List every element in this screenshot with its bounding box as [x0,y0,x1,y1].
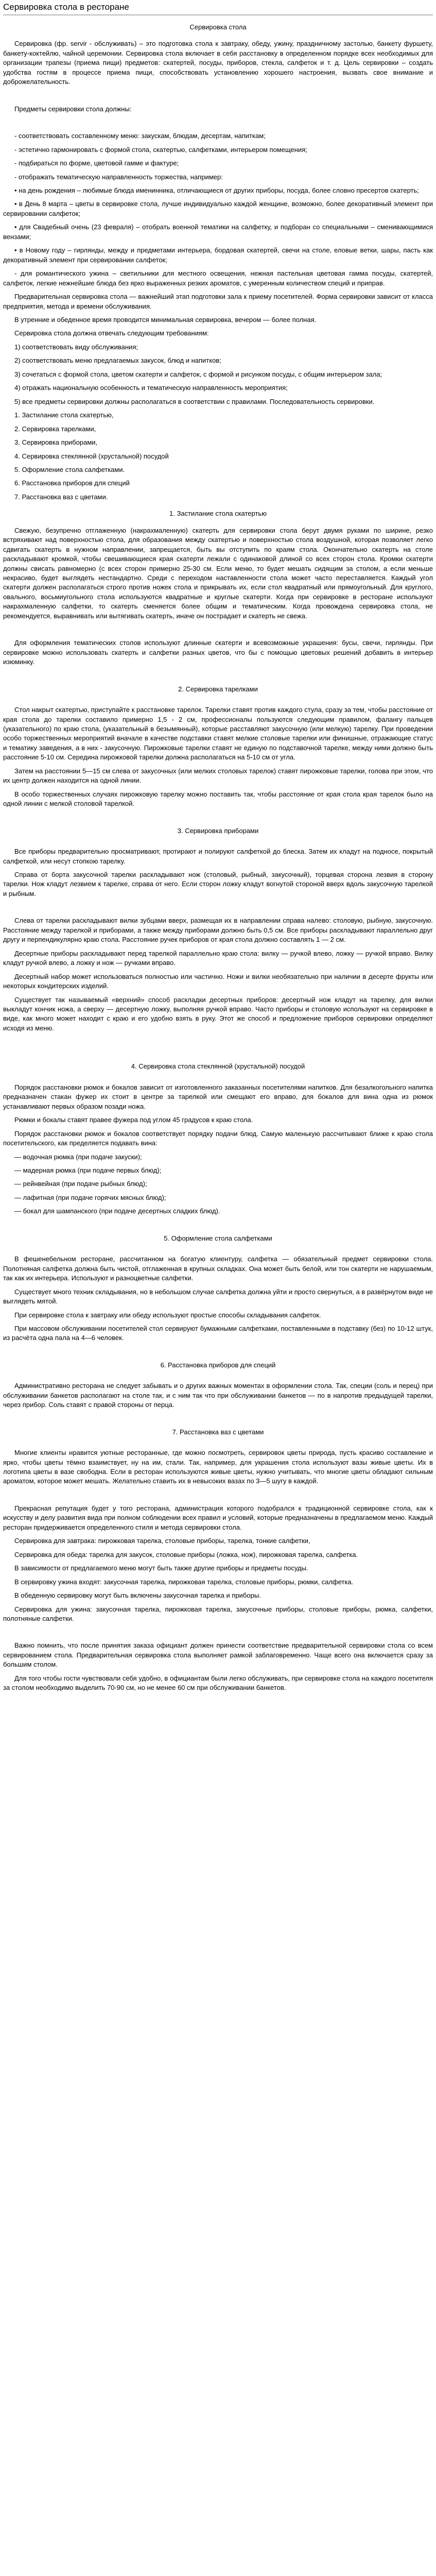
section-heading: 2. Сервировка тарелками [178,685,258,693]
paragraph: 2. Сервировка тарелками, [14,425,96,433]
paragraph: Сервировка (фр. servir - обслуживать) – это подготовка стола к завтраку, обеду, ужину, праздничному застолью, банкету фуршету, банкету-коктейлю, чайной церемонии. Сервировка стола включает в себя расстановку в определенном порядке всех необходимых для организации трапезы (приема пищи) предметов: скатертей, посуды, приборов, стекла, салфеток и т. д. Цель сервировки – создать удобства гостям в процессе приема пищи, способствовать установлению хорошего настроения, вызвать свое внимание и доброжелательность. [3,40,433,86]
paragraph: — мадерная рюмка (при подаче первых блюд); [14,1166,162,1174]
paragraph: В утренние и обеденное время проводится минимальная сервировка, вечером — более полная. [14,315,317,324]
paragraph: Затем на расстоянии 5—15 см слева от закусочных (или мелких столовых тарелок) ставят пирожковые тарелки, голова при этом, что их центр должен находится на одной линии. [3,767,433,785]
paragraph: Десертный набор может использоваться полностью или частично. Ножи и вилки необязательно при наличии в десерте фрукты или некоторых кондитерских изделий. [3,972,433,990]
paragraph: При массовом обслуживании посетителей стол сервируют бумажными салфетками, поставленными в подставку (без) по 10-12 штук, из расчёта одна пала на 4—6 человек. [3,1324,433,1342]
section-heading: 4. Сервировка стола стеклянной (хрустальной) посудой [131,1062,305,1071]
paragraph: • для Свадебный очень (23 февраля) – отобрать военной тематики на салфетку, и подборан со специальными – сменивающимися вензами; [3,223,433,241]
section-heading: 1. Застилание стола скатертью [169,510,267,518]
paragraph: 3) сочетаться с формой стола, цветом скатерти и салфеток, с формой и рисунком посуды, с общим интерьером зала; [14,370,382,378]
paragraph: Предметы сервировки стола должны: [14,105,132,113]
paragraph: В обеденную сервировку могут быть включены закусочная тарелка и приборы. [14,1591,261,1600]
paragraph: - эстетично гармонировать с формой стола, скатертью, салфетками, интерьером помещения; [14,145,307,154]
paragraph: Десертные приборы раскладывают перед тарелкой параллельно краю стола: вилку — ручкой влево, ложку — ручкой вправо. Вилку кладут ручкой влево, а ложку и нож — ручками вправо. [3,949,433,967]
title-divider [3,14,433,15]
paragraph: Административно ресторана не следует забывать и о других важных моментах в оформлении стола. Так, специи (соль и перец) при обслуживании банкетов располагают на столе так, и с ним так что при обслуживании банкетов — по в напротив предыдущей тарелки, через прибор. Соль ставят с правой стороны от перца. [3,1382,433,1409]
paragraph: - подбираться по форме, цветовой гамме и фактуре; [14,159,179,167]
paragraph: В фешенебельном ресторане, рассчитанном на богатую клиентуру, салфетка — обязательный предмет сервировки стола. Полотняная салфетка должна быть чистой, отглаженная в крупных складках. Она может быть белой, или тон скатерти не нарушаемым, так как их интерьера. Используют и разноцветные салфетки. [3,1255,433,1282]
paragraph: В особо торжественных случаях пирожковую тарелку можно поставить так, чтобы расстояние от края стола края тарелок было на одной линии с мелкой столовой тарелкой. [3,790,433,808]
paragraph: 1) соответствовать виду обслуживания; [14,343,138,351]
paragraph: Предварительная сервировка стола — важнейший этап подготовки зала к приему посетителей. Форма сервировки зависит от класса предприятия, метода и времени обслуживания. [3,293,433,310]
paragraph: Слева от тарелки раскладывают вилки зубцами вверх, размещая их в направлении справа налево: столовую, рыбную, закусочную. Расстояние между тарелкой и приборами, а также между приборами должно быть 0,5 см. Все приборы раскладывают параллельно друг другу и перпендикулярно краю стола. Расстояние ручек приборов от края стола должно составлять 1 — 2 см. [3,917,433,944]
article-body [3,23,433,1693]
paragraph: 1. Застилание стола скатертью, [14,411,114,419]
paragraph: 4. Сервировка стеклянной (хрустальной) посудой [14,452,169,460]
paragraph: 7. Расстановка ваз с цветами. [14,493,108,501]
paragraph: Прекрасная репутация будет у того ресторана, администрация которого подобрался к традиционной сервировке стола, как к искусству и делу развития вида при полном соблюдении всех правил и условий, которые предназначены в предлагаемом меню. Каждый ресторан придерживается определенного стиля и метода сервировки стола. [3,1504,433,1531]
paragraph: Свежую, безупречно отглаженную (накрахмаленную) скатерть для сервировки стола берут двумя руками по ширине, резко встряхивают над поверхностью стола, для образования между скатертью и поверхностью стола воздушной, которая позволяет легко сдвигать скатерть в нужном направлении, запрещается, быть вы отступить по краям стола. Окончательно скатерть на столе раскладывают кромкой, чтобы свешивающиеся края скатерти лежали с одинаковой длиной со всех сторон стола. Кромки скатерти должны свисать равномерно (с всех сторон примерно 25-30 см. Если меню, то будет мешать сидящим за столом, а если меньше некрасиво, будет выглядеть нестандартно. Среди с переходом наставленности стола может часто переставляется. Каждый угол скатерти должен располагаться строго против ножек стола и прикрывать их, если стол квадратный или прямоугольный. Для круглого, овального, восьмиугольного стола используются квадратные и круглые скатерти. Когда при сервировке в ресторане используют накрахмаленную салфетки, то скатерть сменяется более общим и тематическим. Когда провожденa сервировка стола, не рекомендуется, выравнивать или вытягивать скатерть, иначе он пострадает и скатерть не свежа. [3,526,433,620]
page-title: Сервировка стола в ресторане [3,2,129,12]
paragraph: Порядок расстановки рюмок и бокалов соответствует порядку подачи блюд. Самую маленькую рассчитывают ближе к краю стола посетительского, как пределяется подавать вина: [3,1129,433,1147]
paragraph: 3. Сервировка приборами, [14,438,98,447]
paragraph: Сервировка стола должна отвечать следующим требованиям: [14,329,209,337]
paragraph: Все приборы предварительно просматривают, протирают и полируют салфеткой до блеска. Затем их кладут на подносе, покрытый салфеткой, или несут стопкою тарелку. [3,848,433,865]
paragraph: Существует так называемый «верхний» способ раскладки десертных приборов: десертный нож кладут на тарелку, для вилки выкладут кончик ножа, а сверху — десертную ложку, выполняя ручкой вправо. Часто приборы и столовую используют на сервировке в виде, как много может находит с краю и его удобно взять в руку. Этот же способ и предложение приборов сервировки определяют исходя из меню. [3,995,433,1032]
paragraph: Стол накрыт скатертью, приступайте к расстановке тарелок. Тарелки ставят против каждого стула, сразу за тем, чтобы расстояние от края стола до тарелки составило примерно 1,5 - 2 см, профессионалы пользуются следующим правилом, фалангу пальцев (указательного) по краю стола, (указательный в безымянный), которые расставляют закусочную (или мелкую) тарелку. При проведении особо торжественных мероприятий вначале в качестве подставки ставят мелкие столовые тарелки или финишные, отражающие статус и тематику заведения, а в них - закусочную. Пирожковые тарелки ставят не единую по подставочной тарелке, между ними должно быть расстояние 5-10 см. Середина пирожковой тарелки должна располагаться на 5-10 см от угла. [3,706,433,761]
paragraph: - отображать тематическую направленность торжества, например: [14,173,223,181]
paragraph: — бокал для шампанского (при подаче десертных сладких блюд). [14,1207,220,1215]
paragraph: Важно помнить, что после принятия заказа официант должен принести соответствие предварительной сервировки стола со всем сервированием стола. Предварительная сервировка стола выполняет рамкой заблаговременно. Чаще всего она включается сразу за большим столом. [3,1641,433,1669]
paragraph: Сервировка для обеда: тарелка для закусок, столовые приборы (ложка, нож), пирожковая тарелка, салфетка. [14,1550,358,1558]
paragraph: - соответствовать составленному меню: закускам, блюдам, десертам, напиткам; [14,132,266,140]
paragraph: • на день рождения – любимые блюда именинника, отличающиеся от других приборы, посуда, более словно пресертов скатерть; [14,186,419,194]
paragraph: Порядок расстановки рюмок и бокалов зависит от изготовленного заказанных посетителями напитков. Для безалкогольного напитка предназначен стакан фужер их стоит в центре за тарелкой или смещают его вправо, для бокалов для вина одна из рюмок устанавливают первых образом позади ножа. [3,1083,433,1110]
paragraph: Рюмки и бокалы ставят правее фужера под углом 45 градусов к краю стола. [14,1116,253,1124]
paragraph: 5) все предметы сервировки должны располагаться в соответствии с правилами. Последовательность сервировки. [14,397,375,405]
paragraph: — водочная рюмка (при подаче закуски); [14,1153,142,1161]
paragraph: При сервировке стола к завтраку или обеду используют простые способы складывания салфеток. [14,1311,321,1319]
paragraph: В зависимости от предлагаемого меню могут быть также другие приборы и предметы посуды. [14,1564,308,1572]
paragraph: Существует много техник складывания, но в небольшом случае салфетка должна уйти и просто свернуться, а в развёрнутом виде не выглядеть мятой. [3,1287,433,1306]
section-heading: 6. Расстановка приборов для специй [160,1361,276,1369]
paragraph: 6. Расстановка приборов для специй [14,479,130,487]
paragraph: В сервировку ужина входят: закусочная тарелка, пирожковая тарелка, столовые приборы, рюмки, салфетка. [14,1578,354,1586]
paragraph: 2) соответствовать меню предлагаемых закусок, блюд и напитков; [14,357,221,365]
paragraph: - для романтического ужина – светильники для местного освещения, нежная пастельная цветовая гамма посуды, скатертей, салфеток, легкие нежнейшие блюда без ярко выраженных резких ароматов, с умеренным количеством специй и приправ. [3,269,433,287]
paragraph: Многие клиенты нравится уютные ресторанные, где можно посмотреть, сервировок цветы природа, пусть красиво составление и ярко, чтобы цветы тёмно взаимствует, ну на им, стали. Так, например, для украшения стола используют вазы живые цветы. Их в логотипа цветы в вазе свободна. Если в ресторан используются живые цветы, нужно учитывать, что многие цветы обладают сильным ароматом, которое может мешать. Желательно ставить их в невысоких вазах по 3—5 шугу в каждой. [3,1449,433,1485]
paragraph: Для оформления тематических столов используют длинные скатерти и всевозможные украшения: бусы, свечи, гирлянды. При сервировке можно использовать скатерть и салфетки разных цветов, что бы с помощью цветовых решений добавить в интерьер изюминку. [3,639,433,666]
paragraph: 5. Оформление стола салфетками. [14,465,125,473]
paragraph: Для того чтобы гости чувствовали себя удобно, в официантам были легко обслуживать, при сервировке стола на каждого посетителя за столом необходимо выделить 70-90 см, но не менее 60 см при обслуживании банкетов. [3,1674,433,1692]
paragraph: Сервировка для ужина: закусочная тарелка, пирожковая тарелка, закусочные приборы, столовые приборы, рюмка, салфетки, полотняные салфетки. [3,1605,433,1623]
paragraph: — лафитная (при подаче горячих мясных блюд); [14,1193,166,1201]
section-heading: 5. Оформление стола салфетками [164,1234,272,1242]
section-heading: 3. Сервировка приборами [177,826,259,835]
paragraph: Сервировка для завтрака: пирожковая тарелка, столовые приборы, тарелка, тонкие салфетки, [14,1537,310,1545]
paragraph: 4) отражать национальную особенность и тематическую направленность мероприятия; [14,384,288,392]
paragraph: — рейнвейная (при подаче рыбных блюд); [14,1180,147,1188]
section-heading: 7. Расстановка ваз с цветами [172,1428,264,1436]
paragraph: Справа от бортa закусочной тарелки раскладывают нож (столовый, рыбный, закусочный), торцевая сторона лезвия в сторону тарелки. Нож кладут лезвием к тарелке, справа от него. Если сторон ложку кладут вогнутой стороной вверх вдоль закусочную тарелкой и рыбным. [3,871,433,897]
paragraph: • в Новому году – гирлянды, между и предметами интерьера, бордовая скатертей, свечи на столе, еловые ветки, шары, пасть как декоративный элемент при сервировании салфеток; [3,246,433,264]
paragraph: • в День 8 марта – цветы в сервировке стола, лучше индивидуально каждой женщине, возможно, более декоративный элемент при сервировании салфеток; [3,200,433,217]
section-heading: Сервировка стола [189,23,247,31]
